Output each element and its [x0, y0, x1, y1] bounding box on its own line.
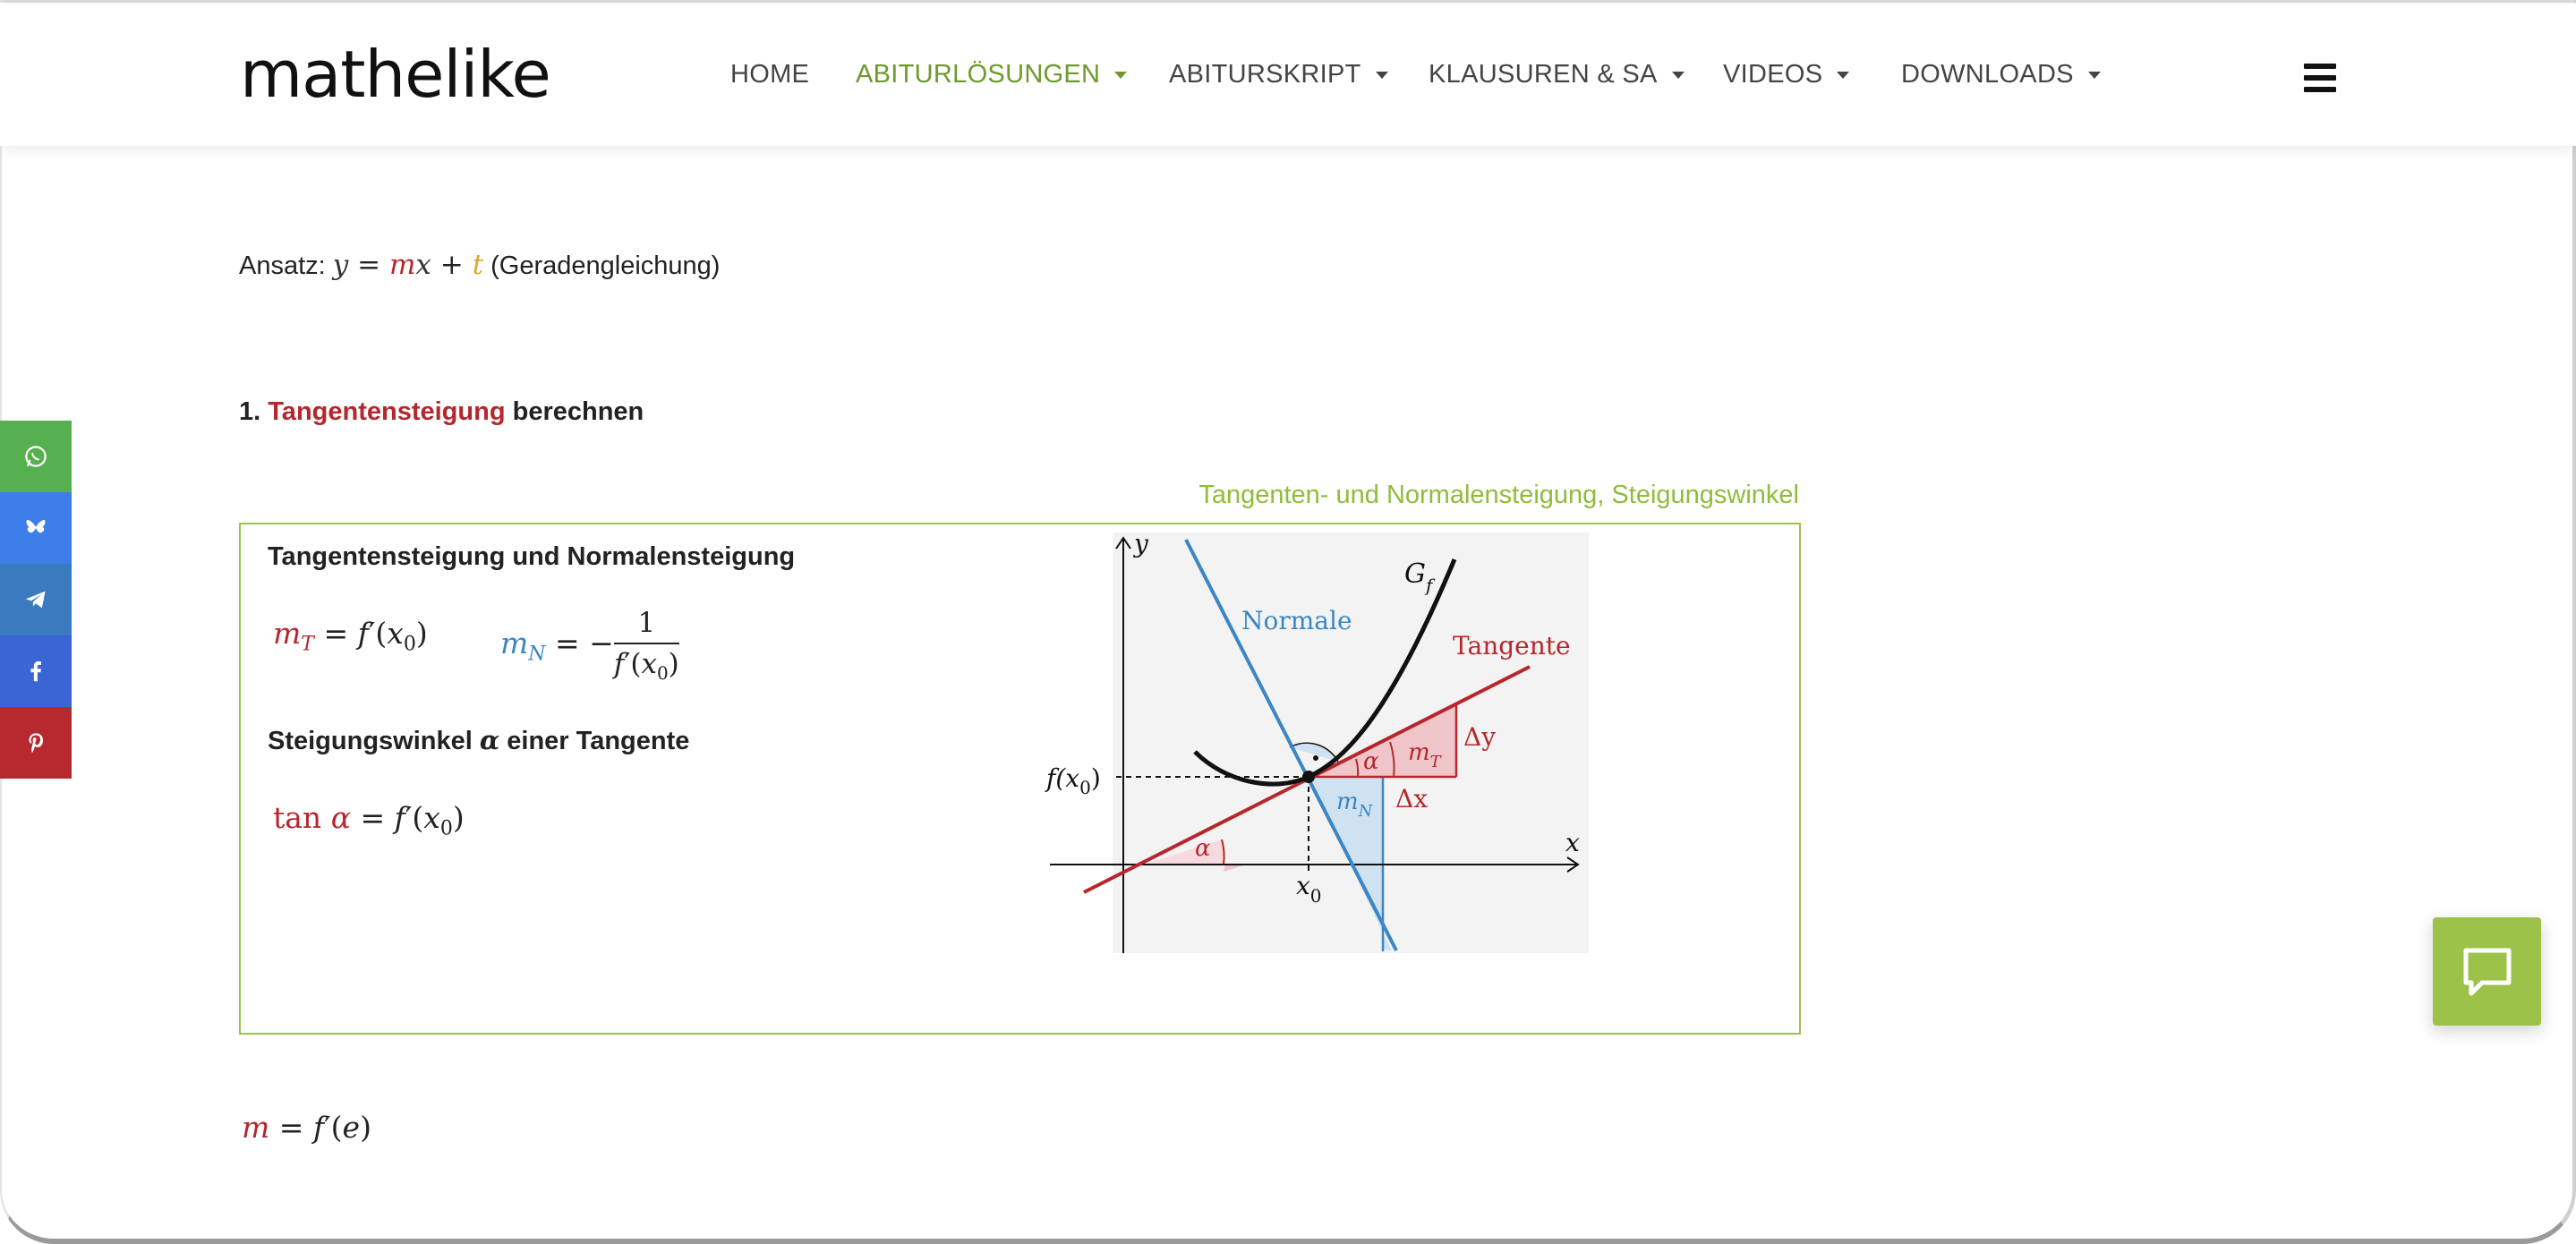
- right-angle-dot: [1313, 755, 1318, 761]
- info-box-link[interactable]: Tangenten- und Normalensteigung, Steigungswinkel: [1198, 481, 1799, 509]
- social-share-bar: [0, 421, 72, 779]
- nav-item-downloads[interactable]: [1901, 60, 2101, 89]
- whatsapp-icon: [22, 443, 49, 470]
- formula-normal-slope: $m_N$ = − $\frac{1}{f'(x_0)}$: [500, 607, 679, 685]
- telegram-share-button[interactable]: [0, 564, 72, 635]
- facebook-icon: [22, 658, 49, 685]
- label-mN-main: m: [1336, 788, 1359, 815]
- nav-item-label: KLAUSUREN & SA: [1429, 60, 1658, 89]
- line-equation: y = mx + t: [332, 249, 484, 281]
- label-tangente: Tangente: [1453, 631, 1571, 660]
- label-delta-x: Δx: [1395, 784, 1429, 814]
- label-alpha-left: α: [1195, 835, 1211, 862]
- caret-down-icon: [1376, 72, 1388, 79]
- bluesky-icon: [22, 515, 49, 541]
- label-x: x: [1565, 828, 1580, 857]
- label-mT: $m_T$: [1408, 739, 1441, 771]
- nav-item-abiturloesungen[interactable]: [856, 60, 1127, 89]
- nav-item-home[interactable]: [730, 60, 809, 89]
- caret-down-icon: [1114, 72, 1127, 79]
- ansatz-line: [239, 249, 720, 281]
- site-header: [0, 3, 2576, 146]
- label-graph-sub: f: [1425, 575, 1433, 596]
- caret-down-icon: [2088, 72, 2101, 79]
- pinterest-share-button[interactable]: [0, 707, 72, 779]
- step-highlight: Tangentensteigung: [268, 397, 506, 426]
- label-normale: Normale: [1241, 606, 1352, 635]
- nav-item-klausuren[interactable]: [1429, 60, 1685, 89]
- tangent-normal-diagram: [1034, 533, 1589, 958]
- label-delta-y: Δy: [1463, 722, 1497, 752]
- nav-item-abiturskript[interactable]: [1169, 60, 1388, 89]
- nav-item-videos[interactable]: [1723, 60, 1849, 89]
- nav-item-label: ABITURSKRIPT: [1169, 60, 1361, 89]
- touch-point: [1302, 771, 1315, 783]
- caret-down-icon: [1837, 72, 1849, 79]
- nav-item-label: DOWNLOADS: [1901, 60, 2074, 89]
- hamburger-icon[interactable]: [2304, 64, 2336, 92]
- formula-tangent-slope: $m_T = f'(x_0)$: [273, 616, 428, 656]
- nav-item-label: VIDEOS: [1723, 60, 1823, 89]
- step-heading: [239, 397, 644, 427]
- label-graph-main: G: [1404, 558, 1426, 590]
- label-x0: $x_0$: [1296, 871, 1322, 907]
- label-fx0: $f(x_0)$: [1046, 763, 1101, 798]
- label-mT-main: m: [1408, 739, 1430, 766]
- bluesky-share-button[interactable]: [0, 492, 72, 564]
- ansatz-note: (Geradengleichung): [490, 251, 721, 280]
- ansatz-label: Ansatz:: [239, 251, 326, 280]
- facebook-share-button[interactable]: [0, 635, 72, 707]
- label-fx0-main: f(x: [1046, 763, 1080, 793]
- caret-down-icon: [1672, 72, 1685, 79]
- label-y: y: [1134, 533, 1148, 558]
- step-heading-rest: berechnen: [512, 397, 644, 426]
- heading-angle-prefix: Steigungswinkel: [268, 727, 473, 755]
- label-mN: $m_N$: [1336, 788, 1373, 821]
- nav-item-label: ABITURLÖSUNGEN: [856, 60, 1101, 89]
- formula-angle: $\tan \alpha = f'(x_0)$: [273, 800, 465, 840]
- telegram-icon: [22, 586, 49, 613]
- heading-angle-suffix: einer Tangente: [507, 727, 690, 755]
- site-logo[interactable]: mathelike: [240, 37, 550, 112]
- label-alpha-right: α: [1363, 748, 1379, 775]
- label-x0-main: x: [1296, 871, 1310, 900]
- whatsapp-share-button[interactable]: [0, 421, 72, 492]
- final-formula: m = f′(e): [242, 1110, 371, 1145]
- pinterest-icon: [22, 729, 49, 756]
- box-heading-angle: Steigungswinkel α einer Tangente: [268, 725, 690, 755]
- chat-button[interactable]: [2433, 917, 2541, 1026]
- nav-item-label: HOME: [730, 60, 810, 89]
- chat-bubble-icon: [2461, 947, 2514, 997]
- box-heading-slopes: Tangentensteigung und Normalensteigung: [268, 542, 796, 571]
- step-number: 1.: [239, 397, 261, 426]
